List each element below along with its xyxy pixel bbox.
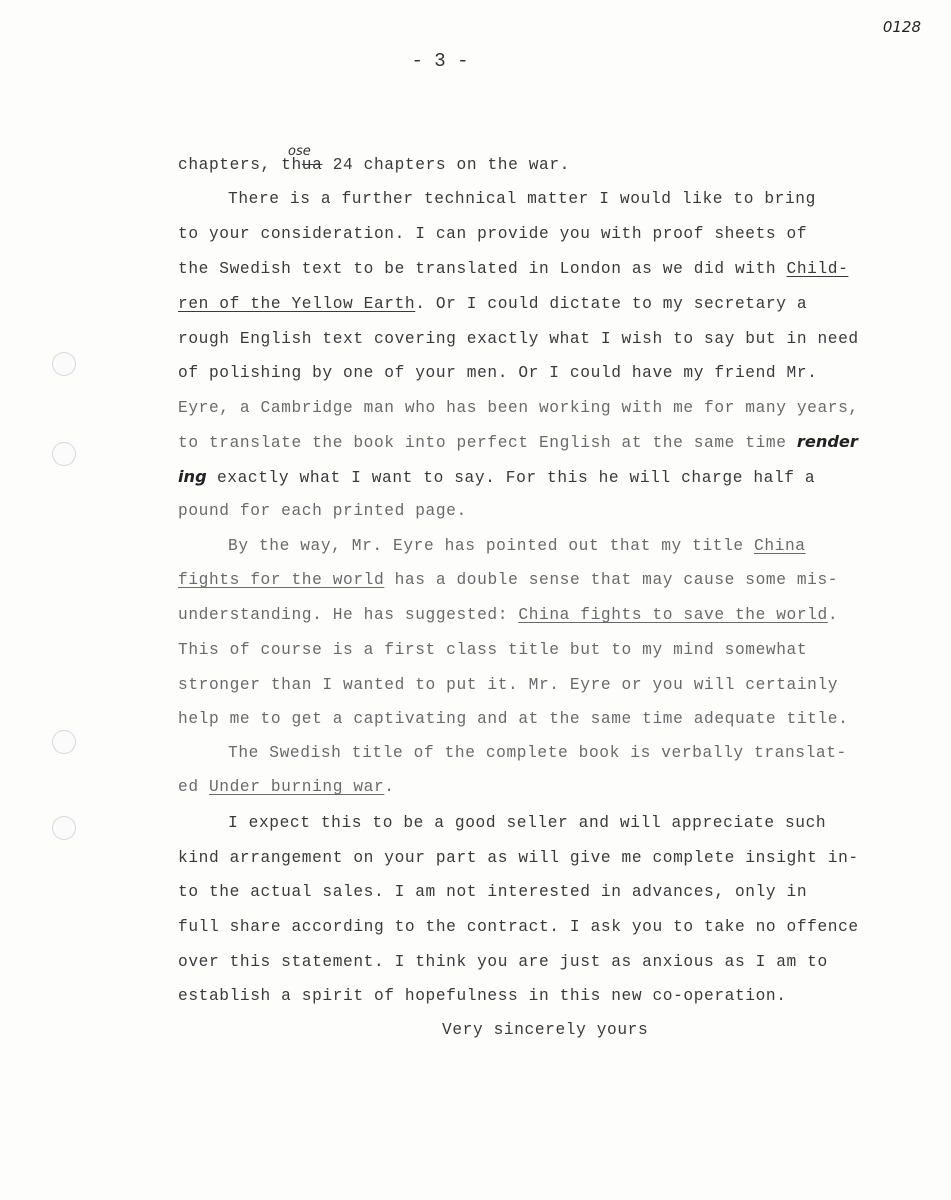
text-line: stronger than I wanted to put it. Mr. Eyre or you will certainly (178, 676, 839, 694)
closing-salutation: Very sincerely yours (442, 1021, 649, 1039)
text-line: Eyre, a Cambridge man who has been working with me for many years, (178, 399, 859, 417)
text-line: establish a spirit of hopefulness in this new co-operation. (178, 987, 787, 1005)
text-line: chapters, thua 24 chapters on the war. (178, 156, 570, 174)
text-line: The Swedish title of the complete book is verbally translat- (228, 744, 847, 762)
text-line: of polishing by one of your men. Or I could have my friend Mr. (178, 364, 818, 382)
text-line: kind arrangement on your part as will give me complete insight in- (178, 849, 859, 867)
text-line: pound for each printed page. (178, 502, 467, 520)
text-line: to the actual sales. I am not interested in advances, only in (178, 883, 808, 901)
handwritten-correction: ose (288, 144, 311, 159)
text-line: rough English text covering exactly what I wish to say but in need (178, 330, 859, 348)
text-line: understanding. He has suggested: China fights to save the world. (178, 606, 839, 624)
folio-number: 0128 (882, 18, 921, 36)
text-line: full share according to the contract. I ask you to take no offence (178, 918, 859, 936)
text-line: over this statement. I think you are just as anxious as I am to (178, 953, 828, 971)
punch-hole (52, 816, 76, 840)
text-line: fights for the world has a double sense that may cause some mis- (178, 571, 839, 589)
text-line: I expect this to be a good seller and will appreciate such (228, 814, 827, 832)
punch-hole (52, 352, 76, 376)
text-line: to your consideration. I can provide you with proof sheets of (178, 225, 808, 243)
text-line: help me to get a captivating and at the same time adequate title. (178, 710, 849, 728)
punch-hole (52, 442, 76, 466)
text-line: This of course is a first class title but to my mind somewhat (178, 641, 808, 659)
punch-hole (52, 730, 76, 754)
text-line: There is a further technical matter I would like to bring (228, 190, 816, 208)
text-line: ed Under burning war. (178, 778, 395, 796)
text-line: By the way, Mr. Eyre has pointed out that my title China (228, 537, 806, 555)
text-line: ing exactly what I want to say. For this he will charge half a (178, 467, 816, 487)
text-line: ren of the Yellow Earth. Or I could dictate to my secretary a (178, 295, 808, 313)
text-line: the Swedish text to be translated in London as we did with Child- (178, 260, 849, 278)
text-line: to translate the book into perfect English at the same time render (178, 432, 858, 452)
page-number: - 3 - (411, 50, 469, 72)
